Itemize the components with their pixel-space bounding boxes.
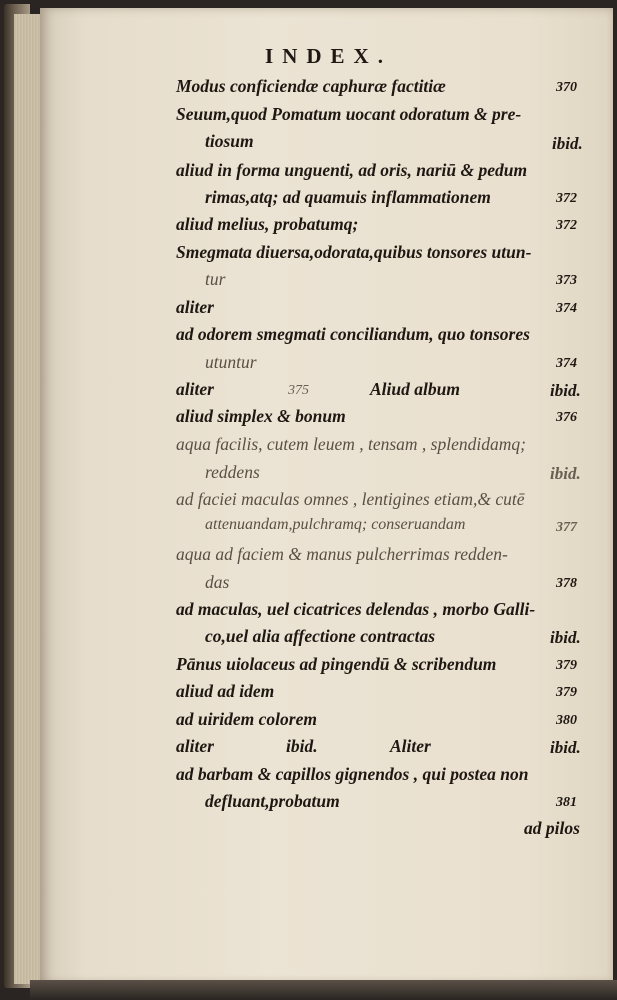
index-entry: aliud ad idem	[176, 681, 275, 701]
page-number: 377	[556, 520, 577, 535]
index-entry: ad maculas, uel cicatrices delendas , morbo Galli-	[176, 599, 536, 619]
page-number: 373	[556, 273, 577, 288]
page-number: ibid.	[550, 738, 581, 757]
page-number: 378	[556, 576, 577, 591]
index-entry: Pānus uiolaceus ad pingendū & scribendum	[176, 654, 497, 674]
page-number: 374	[556, 301, 577, 316]
page-number: 381	[556, 795, 577, 810]
index-entry: aqua facilis, cutem leuem , tensam , splendidamq;	[176, 434, 526, 454]
index-entry: Modus conficiendæ caphuræ factitiæ	[176, 76, 446, 96]
index-entry: ad uiridem colorem	[176, 709, 317, 729]
page-number: 374	[556, 356, 577, 371]
index-entry: aliter	[176, 297, 214, 317]
index-entry: Aliter	[390, 736, 431, 756]
index-entry: aliud in forma unguenti, ad oris, nariū & pedum	[176, 160, 528, 180]
page-number: 372	[556, 191, 577, 206]
index-entry: rimas,atq; ad quamuis inflammationem	[205, 187, 491, 207]
page-number: 379	[556, 658, 577, 673]
index-entry: tur	[205, 269, 226, 289]
index-entry: aqua ad faciem & manus pulcherrimas redden-	[176, 544, 508, 564]
index-entry: Seuum,quod Pomatum uocant odoratum & pre-	[176, 104, 522, 124]
index-entry: defluant,probatum	[205, 791, 340, 811]
page-number: ibid.	[552, 134, 583, 153]
page-number: 372	[556, 218, 577, 233]
page-number: 376	[556, 410, 577, 425]
index-entry: ad odorem smegmati conciliandum, quo tonsores	[176, 324, 530, 344]
bottom-shadow	[30, 980, 617, 1000]
index-entry: aliud melius, probatumq;	[176, 214, 359, 234]
index-entry: ad barbam & capillos gignendos , qui postea non	[176, 764, 529, 784]
page-title: INDEX.	[265, 44, 392, 68]
page-number: 380	[556, 713, 577, 728]
page-number: 379	[556, 685, 577, 700]
page-number: ibid.	[550, 628, 581, 647]
page-number: ibid.	[550, 381, 581, 400]
index-entry: Aliud album	[370, 379, 460, 399]
index-entry: Smegmata diuersa,odorata,quibus tonsores utun-	[176, 242, 532, 262]
index-entry: aliter	[176, 379, 214, 399]
index-entry: aliter	[176, 736, 214, 756]
page-number: 375	[288, 383, 309, 398]
index-entry: co,uel alia affectione contractas	[205, 626, 436, 646]
index-entry: attenuandam,pulchramq; conseruandam	[205, 516, 466, 533]
page-number: 370	[556, 80, 577, 95]
catchword: ad pilos	[524, 818, 580, 838]
index-entry: aliud simplex & bonum	[176, 406, 346, 426]
index-entry: ad faciei maculas omnes , lentigines etiam,& cutē	[176, 489, 525, 509]
index-entry: tiosum	[205, 131, 254, 151]
index-entry: ibid.	[286, 736, 318, 756]
index-entry: reddens	[205, 462, 260, 482]
page-number: ibid.	[550, 464, 581, 483]
index-entry: utuntur	[205, 352, 257, 372]
index-entry: das	[205, 572, 230, 592]
